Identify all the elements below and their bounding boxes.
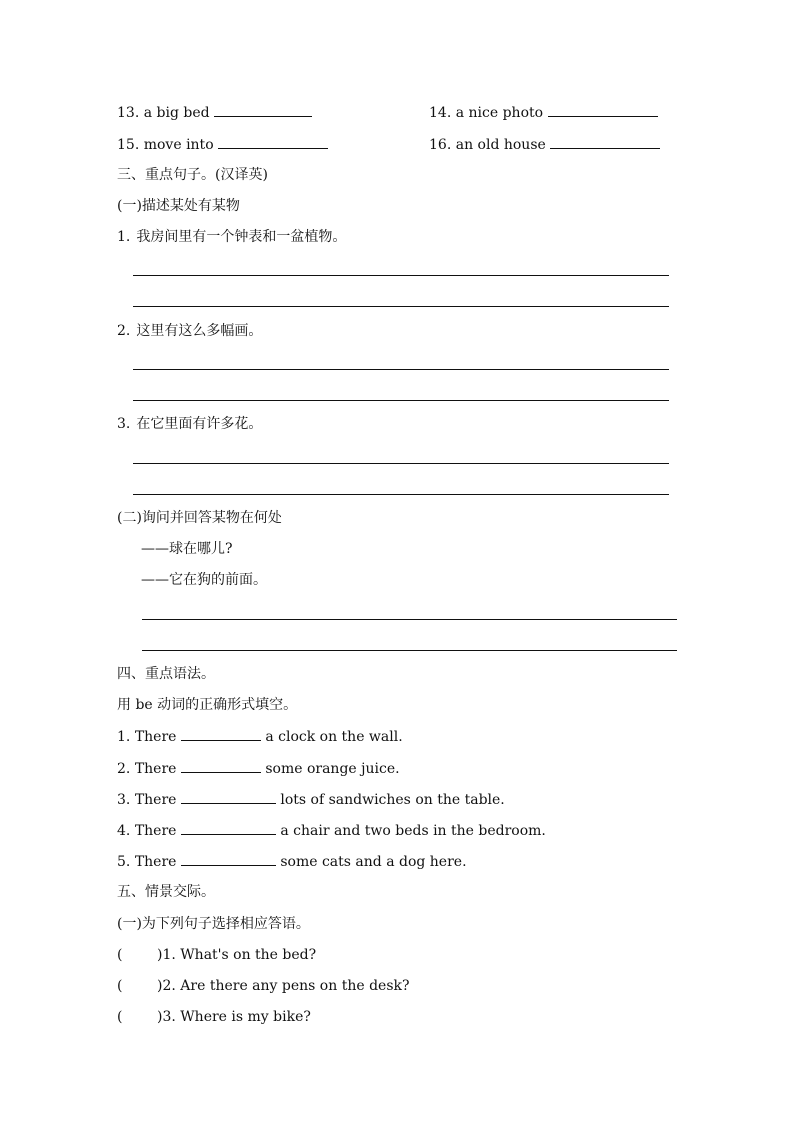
answer-paren-close: )1. [157, 947, 176, 963]
answer-blank[interactable] [550, 134, 660, 149]
answer-paren-open[interactable]: ( [117, 947, 123, 963]
phrase-item-15 [117, 134, 328, 154]
dialog-choice-item-2 [117, 976, 410, 996]
item-text-before: There [134, 729, 177, 745]
item-number: 14. [429, 105, 452, 121]
item-number: 1. [117, 729, 131, 745]
answer-line[interactable] [133, 306, 669, 307]
answer-paren-close: )2. [157, 978, 176, 994]
answer-line[interactable] [142, 650, 677, 651]
translation-question-2 [117, 321, 262, 341]
item-number: 3. [117, 792, 131, 808]
answer-blank[interactable] [218, 134, 328, 149]
grammar-item-3 [117, 789, 505, 809]
section-5-title: 五、情景交际。 [117, 884, 215, 900]
answer-line[interactable] [133, 275, 669, 276]
item-text-after: a chair and two beds in the bedroom. [280, 823, 546, 839]
answer-line[interactable] [133, 494, 669, 495]
section-3-subheading-1: (一)描述某处有某物 [117, 198, 240, 214]
answer-blank[interactable] [181, 820, 276, 835]
section-3-title: 三、重点句子。(汉译英) [117, 167, 268, 183]
answer-paren-open[interactable]: ( [117, 978, 123, 994]
phrase-text: move into [143, 137, 214, 153]
answer-blank[interactable] [181, 789, 276, 804]
item-number: 5. [117, 854, 131, 870]
dialog-choice-item-3 [117, 1007, 311, 1027]
answer-blank[interactable] [181, 758, 261, 773]
question-text: Where is my bike? [180, 1009, 311, 1025]
phrase-text: a nice photo [455, 105, 544, 121]
item-text-after: some orange juice. [265, 761, 400, 777]
item-text-after: a clock on the wall. [265, 729, 403, 745]
dialog-line-1: ——球在哪儿? [141, 541, 233, 557]
phrase-item-14 [429, 102, 658, 122]
answer-line[interactable] [142, 619, 677, 620]
answer-blank[interactable] [548, 102, 658, 117]
item-number: 13. [117, 105, 140, 121]
item-number: 16. [429, 137, 452, 153]
translation-question-1 [117, 227, 346, 247]
item-number: 2. [117, 323, 131, 339]
phrase-text: an old house [455, 137, 546, 153]
item-number: 4. [117, 823, 131, 839]
section-4-instruction: 用 be 动词的正确形式填空。 [117, 697, 298, 713]
answer-paren-open[interactable]: ( [117, 1009, 123, 1025]
item-text-before: There [134, 792, 177, 808]
grammar-item-2 [117, 758, 400, 778]
dialog-choice-item-1 [117, 945, 316, 965]
item-number: 1. [117, 229, 131, 245]
question-text: What's on the bed? [180, 947, 317, 963]
answer-line[interactable] [133, 369, 669, 370]
phrase-item-13 [117, 102, 312, 122]
answer-paren-close: )3. [157, 1009, 176, 1025]
grammar-item-5 [117, 851, 467, 871]
question-text: 这里有这么多幅画。 [136, 323, 263, 339]
item-number: 2. [117, 761, 131, 777]
item-text-before: There [134, 823, 177, 839]
grammar-item-4 [117, 820, 546, 840]
answer-blank[interactable] [181, 726, 261, 741]
item-number: 15. [117, 137, 140, 153]
item-text-after: some cats and a dog here. [280, 854, 467, 870]
item-text-before: There [134, 854, 177, 870]
dialog-line-2: ——它在狗的前面。 [141, 572, 267, 588]
phrase-text: a big bed [143, 105, 210, 121]
grammar-item-1 [117, 726, 403, 746]
question-text: 我房间里有一个钟表和一盆植物。 [136, 229, 347, 245]
answer-line[interactable] [133, 463, 669, 464]
item-number: 3. [117, 416, 131, 432]
section-4-title: 四、重点语法。 [117, 666, 215, 682]
item-text-after: lots of sandwiches on the table. [280, 792, 505, 808]
section-3-subheading-2: (二)询问并回答某物在何处 [117, 510, 282, 526]
translation-question-3 [117, 414, 262, 434]
answer-line[interactable] [133, 400, 669, 401]
question-text: 在它里面有许多花。 [136, 416, 263, 432]
answer-blank[interactable] [214, 102, 312, 117]
answer-blank[interactable] [181, 851, 276, 866]
item-text-before: There [134, 761, 177, 777]
section-5-subheading-1: (一)为下列句子选择相应答语。 [117, 916, 310, 932]
question-text: Are there any pens on the desk? [180, 978, 410, 994]
phrase-item-16 [429, 134, 660, 154]
